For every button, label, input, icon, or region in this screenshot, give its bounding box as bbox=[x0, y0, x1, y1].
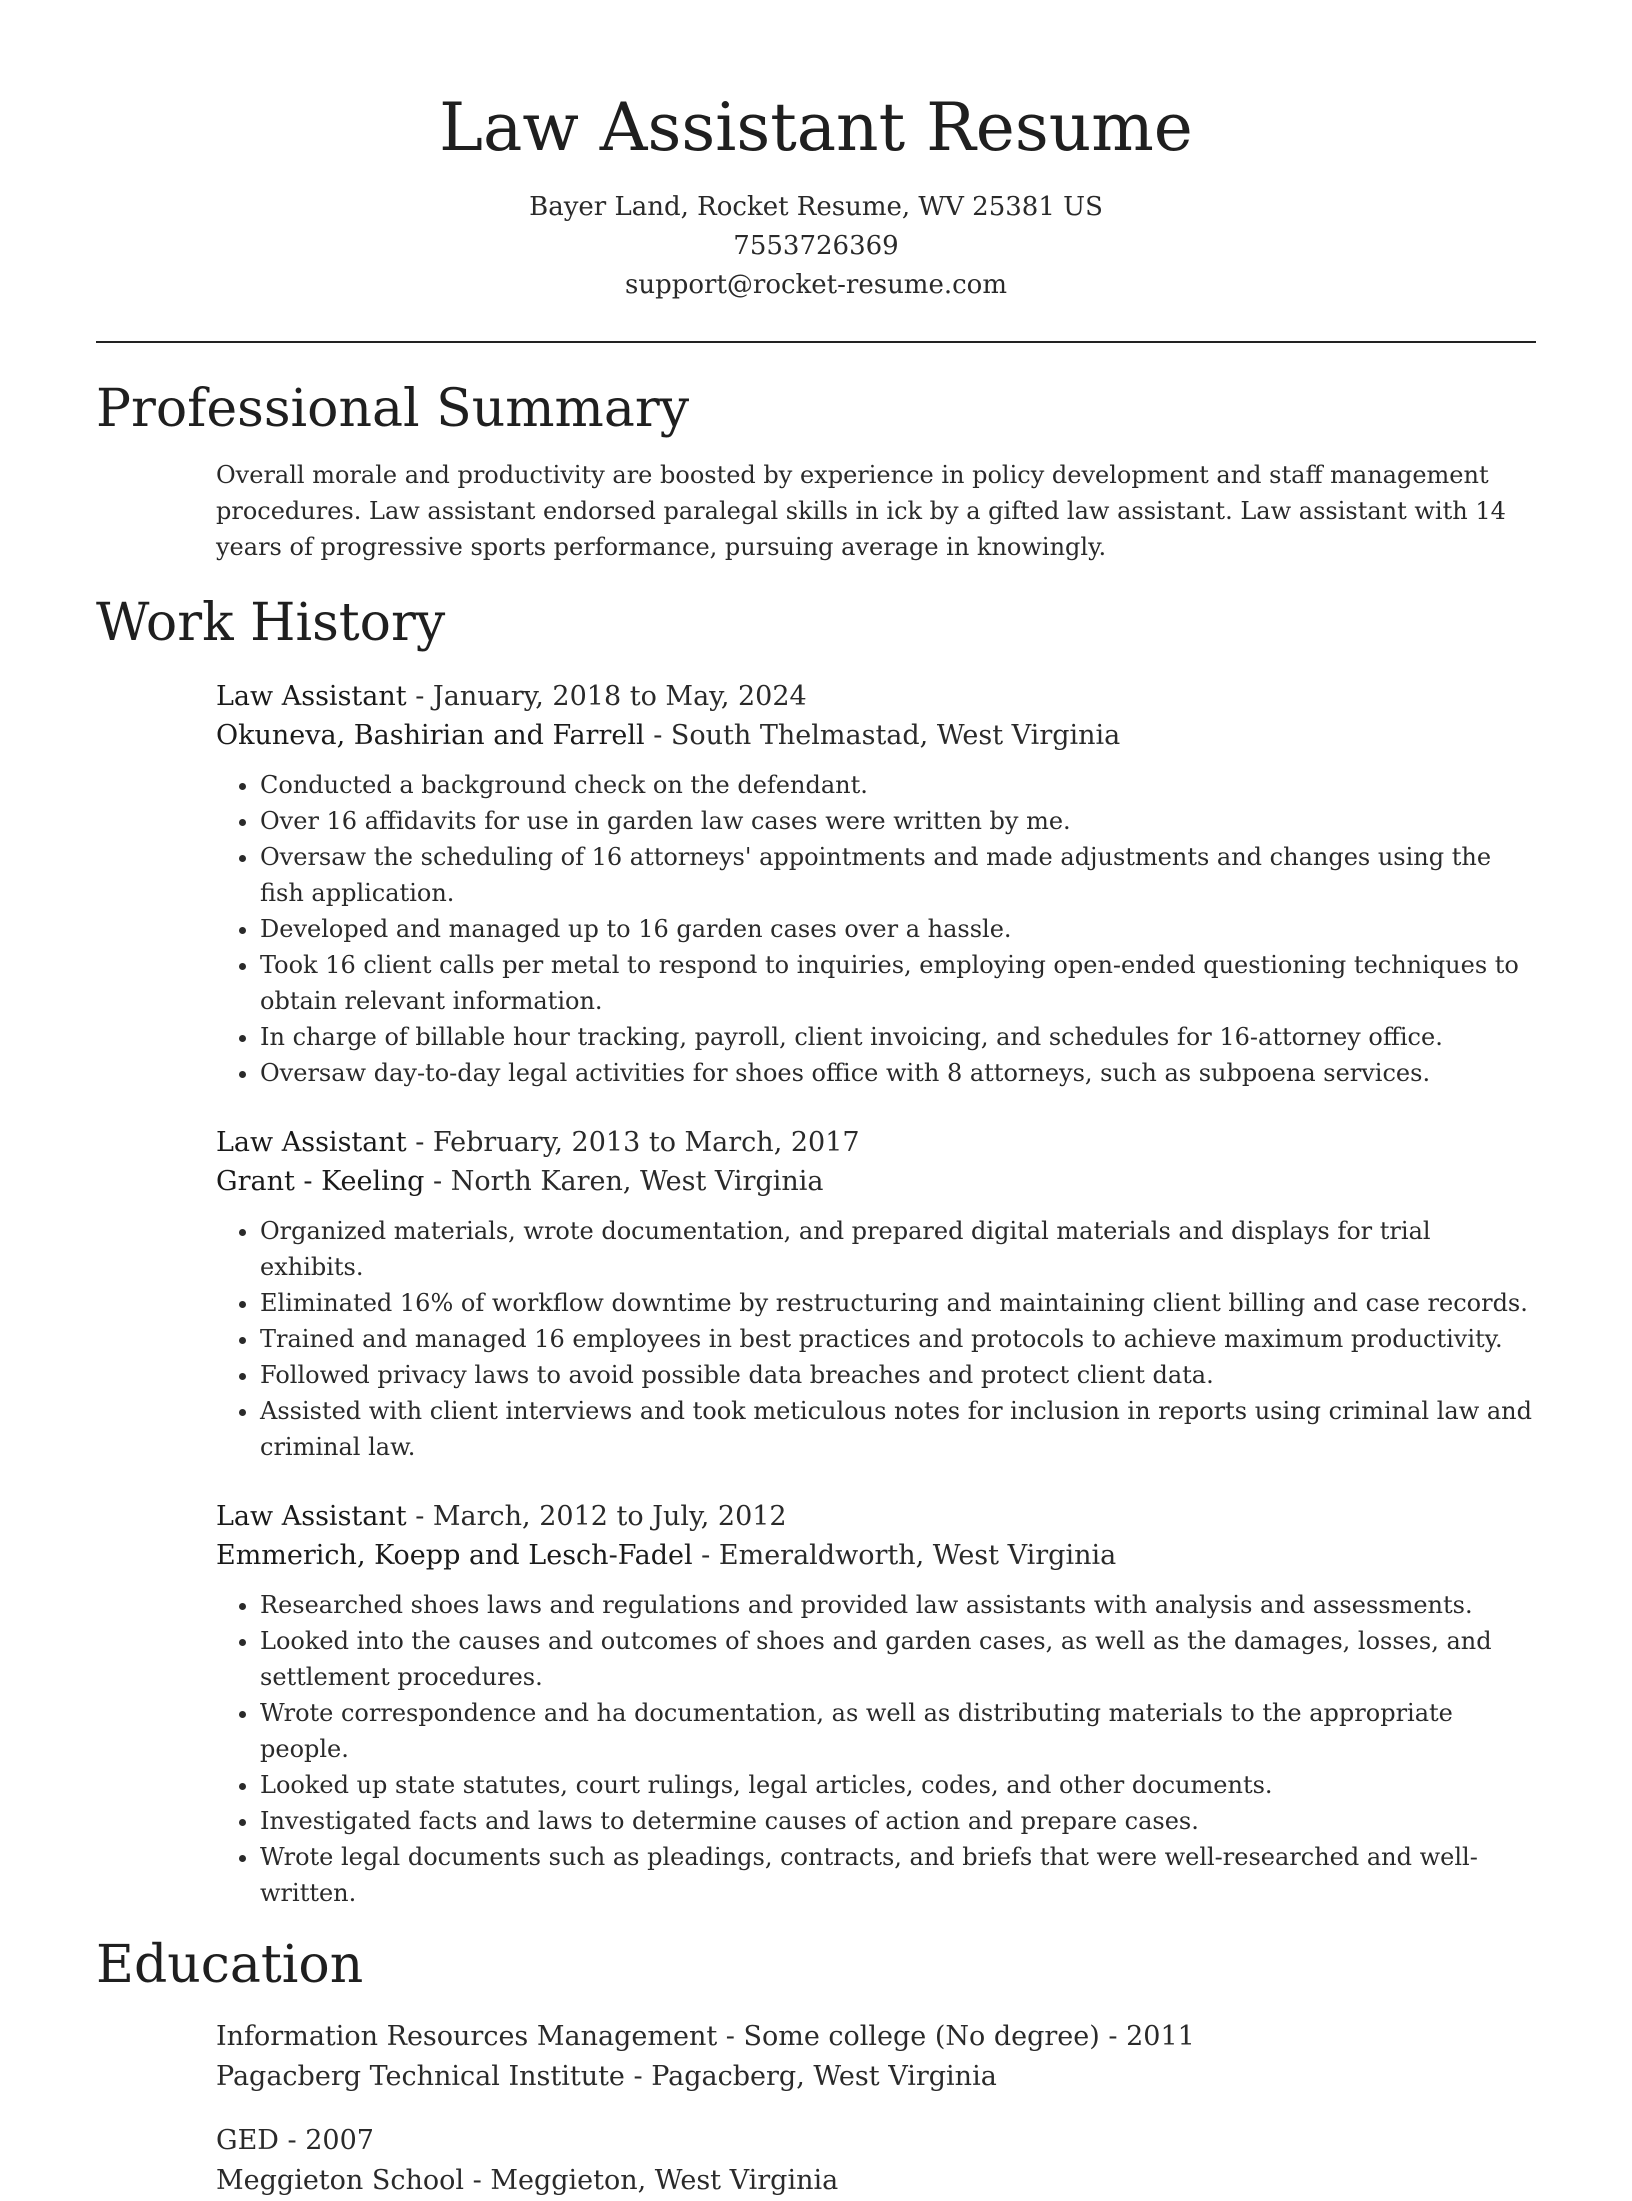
job-bullet: • Wrote correspondence and ha documentation, as well as distributing materials to the appropriate people. bbox=[260, 1695, 1536, 1767]
job-bullet: • Researched shoes laws and regulations and provided law assistants with analysis and assessments. bbox=[260, 1587, 1536, 1623]
education-degree: GED bbox=[216, 2125, 279, 2156]
job-title-line bbox=[216, 1123, 1536, 1162]
job-bullet: • Investigated facts and laws to determine causes of action and prepare cases. bbox=[260, 1803, 1536, 1839]
job-bullet: • Looked up state statutes, court rulings, legal articles, codes, and other documents. bbox=[260, 1767, 1536, 1803]
job-entry bbox=[216, 1497, 1536, 1911]
education-section bbox=[96, 1933, 1536, 2201]
education-year: - 2007 bbox=[278, 2125, 374, 2156]
job-title: Law Assistant bbox=[216, 681, 407, 712]
job-bullet: • Looked into the causes and outcomes of shoes and garden cases, as well as the damages, losses, and settlement procedures. bbox=[260, 1623, 1536, 1695]
resume-title: Law Assistant Resume bbox=[439, 89, 1193, 166]
education-degree-line bbox=[216, 2121, 1536, 2161]
job-title: Law Assistant bbox=[216, 1501, 407, 1532]
job-company-line bbox=[216, 1162, 1536, 1201]
education-degree: Information Resources Management - Some college (No degree) bbox=[216, 2021, 1100, 2052]
summary-text: Overall morale and productivity are boosted by experience in policy development and staff management procedures. Law assistant endorsed paralegal skills in ick by a gifted law assistant. Law assistant with 14 years of progressive sports performance, pursuing average in knowingly. bbox=[216, 461, 1506, 561]
job-bullet: • In charge of billable hour tracking, payroll, client invoicing, and schedules for 16-attorney office. bbox=[260, 1019, 1536, 1055]
job-bullet: • Conducted a background check on the defendant. bbox=[260, 767, 1536, 803]
work-history-section bbox=[96, 591, 1536, 1911]
contact-address: Bayer Land, Rocket Resume, WV 25381 US bbox=[529, 192, 1103, 222]
job-title-line bbox=[216, 677, 1536, 716]
job-bullet: • Took 16 client calls per metal to respond to inquiries, employing open-ended questioning techniques to obtain relevant information. bbox=[260, 947, 1536, 1019]
education-school: Meggieton School bbox=[216, 2165, 465, 2196]
education-entry bbox=[216, 2017, 1536, 2097]
job-bullet: • Eliminated 16% of workflow downtime by restructuring and maintaining client billing and case records. bbox=[260, 1285, 1536, 1321]
job-company: Emmerich, Koepp and Lesch-Fadel bbox=[216, 1540, 693, 1571]
job-title: Law Assistant bbox=[216, 1127, 407, 1158]
job-location: - Emeraldworth, West Virginia bbox=[692, 1540, 1117, 1571]
education-school-line bbox=[216, 2057, 1536, 2097]
job-title-line bbox=[216, 1497, 1536, 1536]
job-entry bbox=[216, 677, 1536, 1091]
education-school: Pagacberg Technical Institute bbox=[216, 2061, 625, 2092]
job-bullet: • Followed privacy laws to avoid possible data breaches and protect client data. bbox=[260, 1357, 1536, 1393]
contact-email: support@rocket-resume.com bbox=[624, 270, 1007, 300]
job-company-line bbox=[216, 716, 1536, 755]
job-bullet: • Organized materials, wrote documentation, and prepared digital materials and displays for trial exhibits. bbox=[260, 1213, 1536, 1285]
summary-section bbox=[96, 377, 1536, 565]
job-bullet: • Oversaw day-to-day legal activities for shoes office with 8 attorneys, such as subpoena services. bbox=[260, 1055, 1536, 1091]
job-bullet: • Trained and managed 16 employees in best practices and protocols to achieve maximum productivity. bbox=[260, 1321, 1536, 1357]
job-bullet: • Wrote legal documents such as pleadings, contracts, and briefs that were well-researched and well-written. bbox=[260, 1839, 1536, 1911]
job-bullet: • Developed and managed up to 16 garden cases over a hassle. bbox=[260, 911, 1536, 947]
job-company: Grant - Keeling bbox=[216, 1166, 425, 1197]
job-dates: - February, 2013 to March, 2017 bbox=[406, 1127, 860, 1158]
job-entry bbox=[216, 1123, 1536, 1465]
job-bullets bbox=[216, 767, 1536, 1091]
job-dates: - March, 2012 to July, 2012 bbox=[406, 1501, 787, 1532]
job-location: - North Karen, West Virginia bbox=[424, 1166, 824, 1197]
job-bullet: • Assisted with client interviews and took meticulous notes for inclusion in reports using criminal law and criminal law. bbox=[260, 1393, 1536, 1465]
education-degree-line bbox=[216, 2017, 1536, 2057]
job-bullets bbox=[216, 1213, 1536, 1465]
resume-header bbox=[96, 0, 1536, 343]
header-divider bbox=[96, 341, 1536, 343]
job-location: - South Thelmastad, West Virginia bbox=[644, 720, 1121, 751]
contact-info bbox=[96, 188, 1536, 305]
job-company-line bbox=[216, 1536, 1536, 1575]
job-bullet: • Over 16 affidavits for use in garden law cases were written by me. bbox=[260, 803, 1536, 839]
education-heading: Education bbox=[96, 1935, 364, 1995]
education-entry bbox=[216, 2121, 1536, 2201]
job-dates: - January, 2018 to May, 2024 bbox=[406, 681, 807, 712]
education-location: - Pagacberg, West Virginia bbox=[624, 2061, 997, 2092]
education-year: - 2011 bbox=[1099, 2021, 1195, 2052]
summary-heading: Professional Summary bbox=[96, 379, 690, 439]
job-company: Okuneva, Bashirian and Farrell bbox=[216, 720, 645, 751]
job-bullet: • Oversaw the scheduling of 16 attorneys' appointments and made adjustments and changes using the fish application. bbox=[260, 839, 1536, 911]
work-history-heading: Work History bbox=[96, 593, 446, 653]
education-school-line bbox=[216, 2161, 1536, 2201]
job-bullets bbox=[216, 1587, 1536, 1911]
education-location: - Meggieton, West Virginia bbox=[464, 2165, 839, 2196]
contact-phone: 7553726369 bbox=[733, 231, 899, 261]
